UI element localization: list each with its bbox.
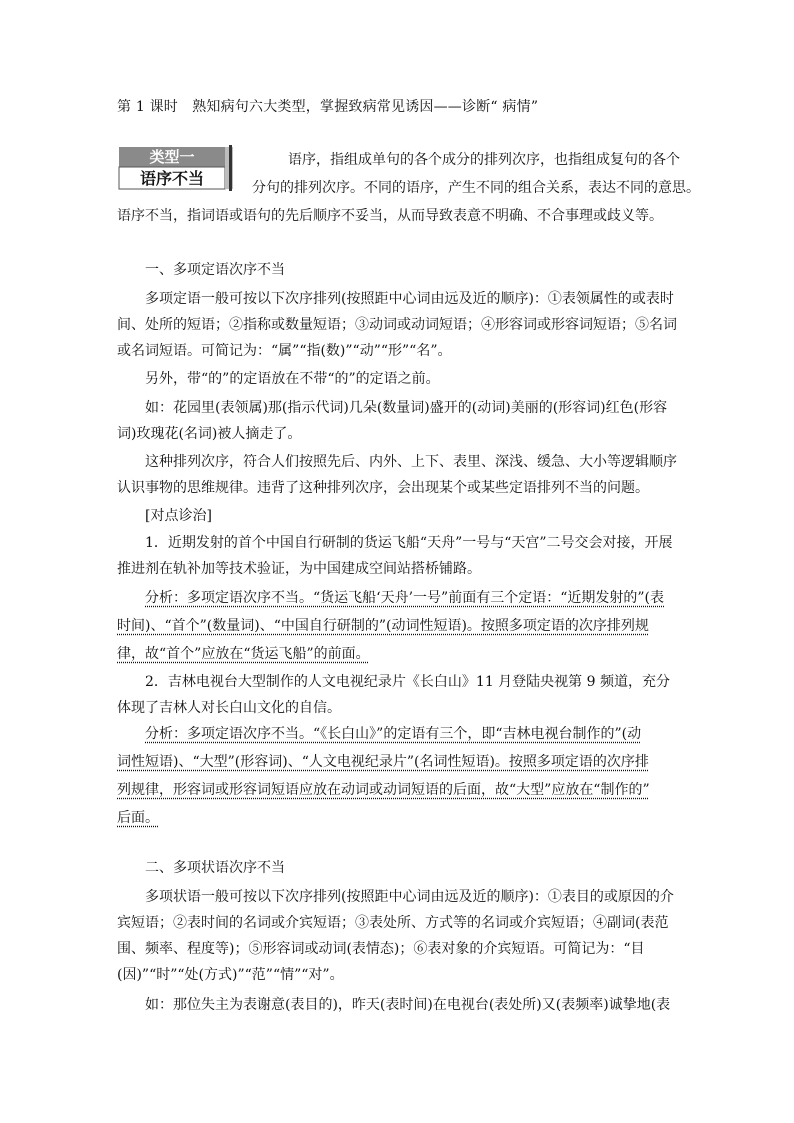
section1-note: 另外，带“的”的定语放在不带“的”的定语之前。 [145,371,440,387]
practice-label: [对点诊治] [145,508,212,524]
badge-line1: 类型一 [149,148,195,166]
analysis-1-line-1: 分析：多项定语次序不当。“货运飞船‘天舟’一号”前面有三个定语：“近期发射的”(表 [145,590,664,606]
analysis-2-line-1: 分析：多项定语次序不当。“《长白山》”的定语有三个，即“吉林电视台制作的”(动 [145,726,642,742]
section2-rule: 多项状语一般可按以下次序排列(按照距中心词由远及近的顺序)：①表目的或原因的介宾短语；②表时间的名词或介宾短语；③表处所、方式等的名词或介宾短语；④副词(表范围、频率、程度等)；⑤形容词或动词(表情态)；⑥表对象的介宾短语。可简记为：“目(因)”“时”“处(方式)”“范”“情”“对”。 [117,889,674,983]
lesson-title: 第 1 课时 熟知病句六大类型，掌握致病常见诱因——诊断“ 病情” [117,99,539,115]
analysis-1-line-3: 律，故“首个”应放在“货运飞船”的前面。 [117,646,370,662]
analysis-2-line-2: 词性短语)、“大型”(形容词)、“人文电视纪录片”(名词性短语)。按照多项定语的次序排 [117,754,649,770]
type-badge [117,145,235,191]
section2-example: 如：那位失主为表谢意(表目的)，昨天(表时间)在电视台(表处所)又(表频率)诚挚地(表 [145,997,671,1013]
analysis-1-line-2: 时间)、“首个”(数量词)、“中国自行研制的”(动词性短语)。按照多项定语的次序排列规 [117,618,649,634]
section1-rule: 多项定语一般可按以下次序排列(按照距中心词由远及近的顺序)：①表领属性的或表时间、处所的短语；②指称或数量短语；③动词或动词短语；④形容词或形容词短语；⑤名词或名词短语。可简记为：“属”“指(数)”“动”“形”“名”。 [117,291,677,359]
badge-line2: 语序不当 [139,169,205,188]
analysis-2-line-3: 列规律，形容词或形容词短语应放在动词或动词短语的后面，故“大型”应放在“制作的” [117,782,650,798]
section1-logic: 这种排列次序，符合人们按照先后、内外、上下、表里、深浅、缓急、大小等逻辑顺序认识事物的思维规律。违背了这种排列次序，会出现某个或某些定语排列不当的问题。 [117,454,677,496]
section1-heading: 一、多项定语次序不当 [145,262,285,278]
intro-line-1: 语序，指组成单句的各个成分的排列次序，也指组成复句的各个 [288,152,680,168]
analysis-2-line-4: 后面。 [117,810,159,826]
question-2: 2．吉林电视台大型制作的人文电视纪录片《长白山》11 月登陆央视第 9 频道，充分体现了吉林人对长白山文化的自信。 [117,674,670,716]
badge-graphic [117,145,235,191]
section2-heading: 二、多项状语次序不当 [145,860,285,876]
section1-example: 如：花园里(表领属)那(指示代词)几朵(数量词)盛开的(动词)美丽的(形容词)红色(形容词)玫瑰花(名词)被人摘走了。 [117,400,668,442]
intro-line-3: 语序不当，指词语或语句的先后顺序不妥当，从而导致表意不明确、不合事理或歧义等。 [117,208,663,224]
question-1: 1．近期发射的首个中国自行研制的货运飞船“天舟”一号与“天宫”二号交会对接，开展推进剂在轨补加等技术验证，为中国建成空间站搭桥铺路。 [117,535,673,577]
intro-line-2: 分句的排列次序。不同的语序，产生不同的组合关系，表达不同的意思。 [252,180,700,196]
